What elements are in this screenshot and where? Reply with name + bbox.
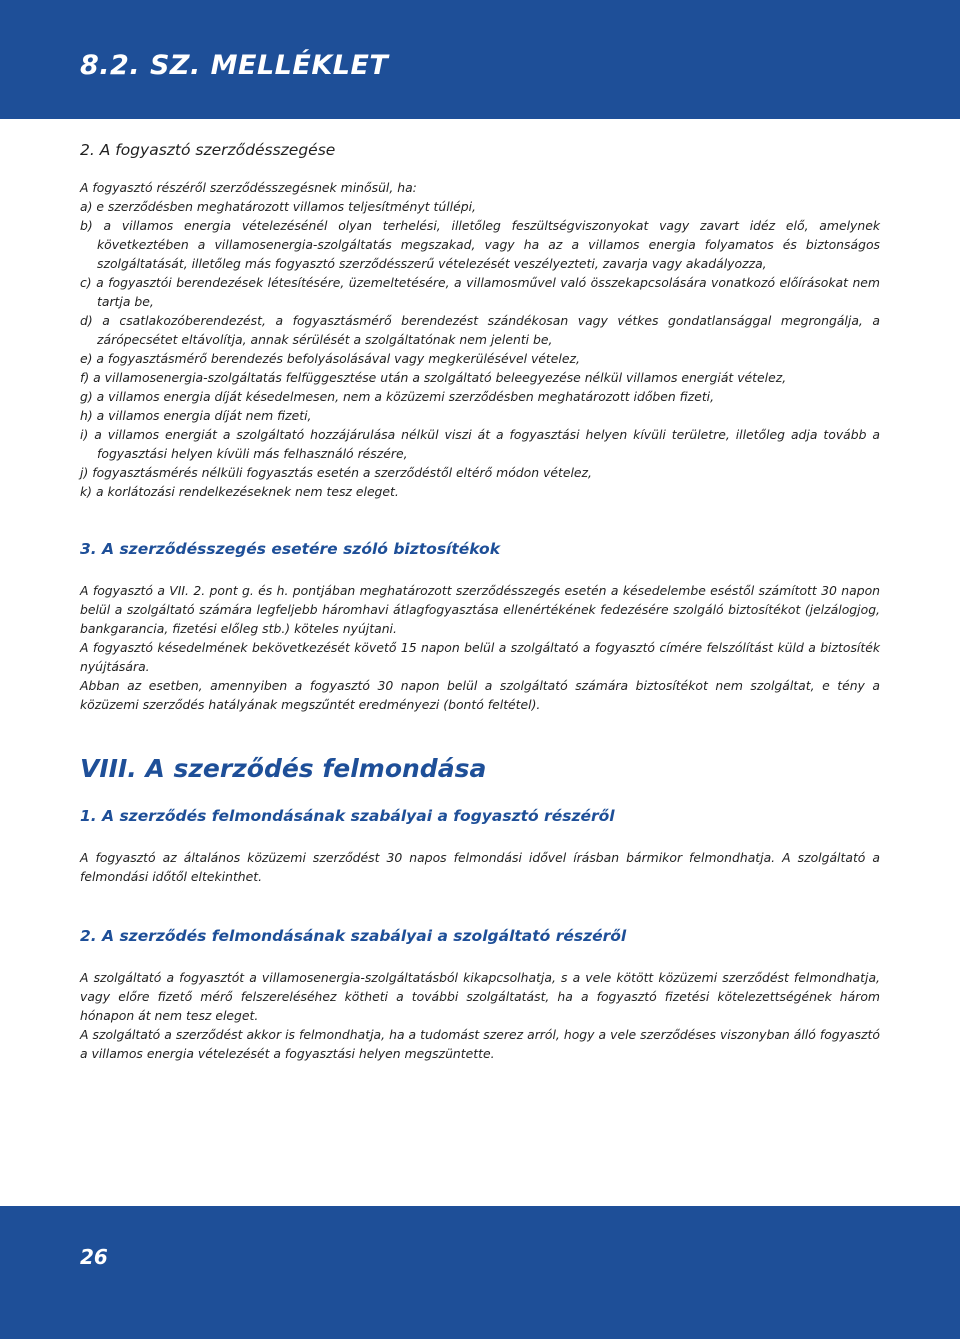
paragraph: A fogyasztó a VII. 2. pont g. és h. pontjában meghatározott szerződésszegés esetén a késedelembe eséstől számított 30 napon belül a szolgáltató számára legfeljebb háromhavi átlagfogyasztása ellenértékének fedezésére szolgáló biztosítékot (jelzálogjog, bankgarancia, fizetési előleg stb.) köteles nyújtani.	[80, 583, 880, 636]
paragraph: A fogyasztó az általános közüzemi szerződést 30 napos felmondási idővel írásban bármikor felmondhatja. A szolgáltató a felmondási időtől eltekinthet.	[80, 850, 880, 884]
list-item: c) a fogyasztói berendezések létesítésére, üzemeltetésére, a villamosművel való összekapcsolására vonatkozó előírásokat nem tartja be,	[80, 275, 880, 309]
header-band	[0, 0, 960, 119]
section-8-1	[80, 806, 880, 886]
list-item: a) e szerződésben meghatározott villamos teljesítményt túllépi,	[80, 199, 476, 214]
chapter-8-heading: VIII. A szerződés felmondása	[80, 754, 487, 783]
list-item: e) a fogyasztásmérő berendezés befolyásolásával vagy megkerülésével vételez,	[80, 351, 580, 366]
list-item: i) a villamos energiát a szolgáltató hozzájárulása nélkül viszi át a fogyasztási helyen kívüli területre, illetőleg adja tovább a fogyasztási helyen kívüli más felhasználó részére,	[80, 427, 880, 461]
section-8-1-heading: 1. A szerződés felmondásának szabályai a fogyasztó részéről	[80, 807, 615, 825]
page-title: 8.2. SZ. MELLÉKLET	[80, 50, 389, 81]
list-item: b) a villamos energia vételezésénél olyan terhelési, illetőleg feszültségviszonyokat vagy zavart idéz elő, amelynek következtében a villamosenergia-szolgáltatás megszakad, vagy ha az a villamos energia folyamatos és biztonságos szolgáltatását, illetőleg más fogyasztó szerződésszerű vételezését veszélyezteti, zavarja vagy akadályozza,	[80, 218, 880, 271]
paragraph: Abban az esetben, amennyiben a fogyasztó 30 napon belül a szolgáltató számára biztosítékot nem szolgáltat, e tény a közüzemi szerződés hatályának megszűntét eredményezi (bontó feltétel).	[80, 678, 880, 712]
document-body	[80, 140, 880, 1063]
list-item: h) a villamos energia díját nem fizeti,	[80, 408, 312, 423]
list-item: k) a korlátozási rendelkezéseknek nem tesz eleget.	[80, 484, 399, 499]
section-8-2	[80, 926, 880, 1063]
paragraph: A szolgáltató a szerződést akkor is felmondhatja, ha a tudomást szerez arról, hogy a vele szerződéses viszonyban álló fogyasztó a villamos energia vételezését a fogyasztási helyen megszüntette.	[80, 1027, 880, 1061]
paragraph: A szolgáltató a fogyasztót a villamosenergia-szolgáltatásból kikapcsolhatja, s a vele kötött közüzemi szerződést felmondhatja, vagy előre fizető mérő felszereléséhez kötheti a további szolgáltatást, ha a fogyasztó fizetési kötelezettségének három hónapon át nem tesz eleget.	[80, 970, 880, 1023]
section-2-heading: 2. A fogyasztó szerződésszegése	[80, 141, 336, 159]
section-2-intro: A fogyasztó részéről szerződésszegésnek minősül, ha:	[80, 180, 417, 195]
page-number: 26	[80, 1245, 108, 1269]
section-3	[80, 539, 880, 714]
section-8-2-heading: 2. A szerződés felmondásának szabályai a szolgáltató részéről	[80, 927, 627, 945]
section-3-heading: 3. A szerződésszegés esetére szóló biztosítékok	[80, 540, 500, 558]
paragraph: A fogyasztó késedelmének bekövetkezését követő 15 napon belül a szolgáltató a fogyasztó címére felszólítást küld a biztosíték nyújtására.	[80, 640, 880, 674]
list-item: d) a csatlakozóberendezést, a fogyasztásmérő berendezést szándékosan vagy vétkes gondatlansággal megrongálja, a zárópecsétet eltávolítja, annak sérülését a szolgáltatónak nem jelenti be,	[80, 313, 880, 347]
footer-band	[0, 1206, 960, 1339]
list-item: j) fogyasztásmérés nélküli fogyasztás esetén a szerződéstől eltérő módon vételez,	[80, 465, 592, 480]
section-2	[80, 140, 880, 501]
list-item: g) a villamos energia díját késedelmesen, nem a közüzemi szerződésben meghatározott időben fizeti,	[80, 389, 715, 404]
list-item: f) a villamosenergia-szolgáltatás felfüggesztése után a szolgáltató beleegyezése nélkül villamos energiát vételez,	[80, 370, 787, 385]
